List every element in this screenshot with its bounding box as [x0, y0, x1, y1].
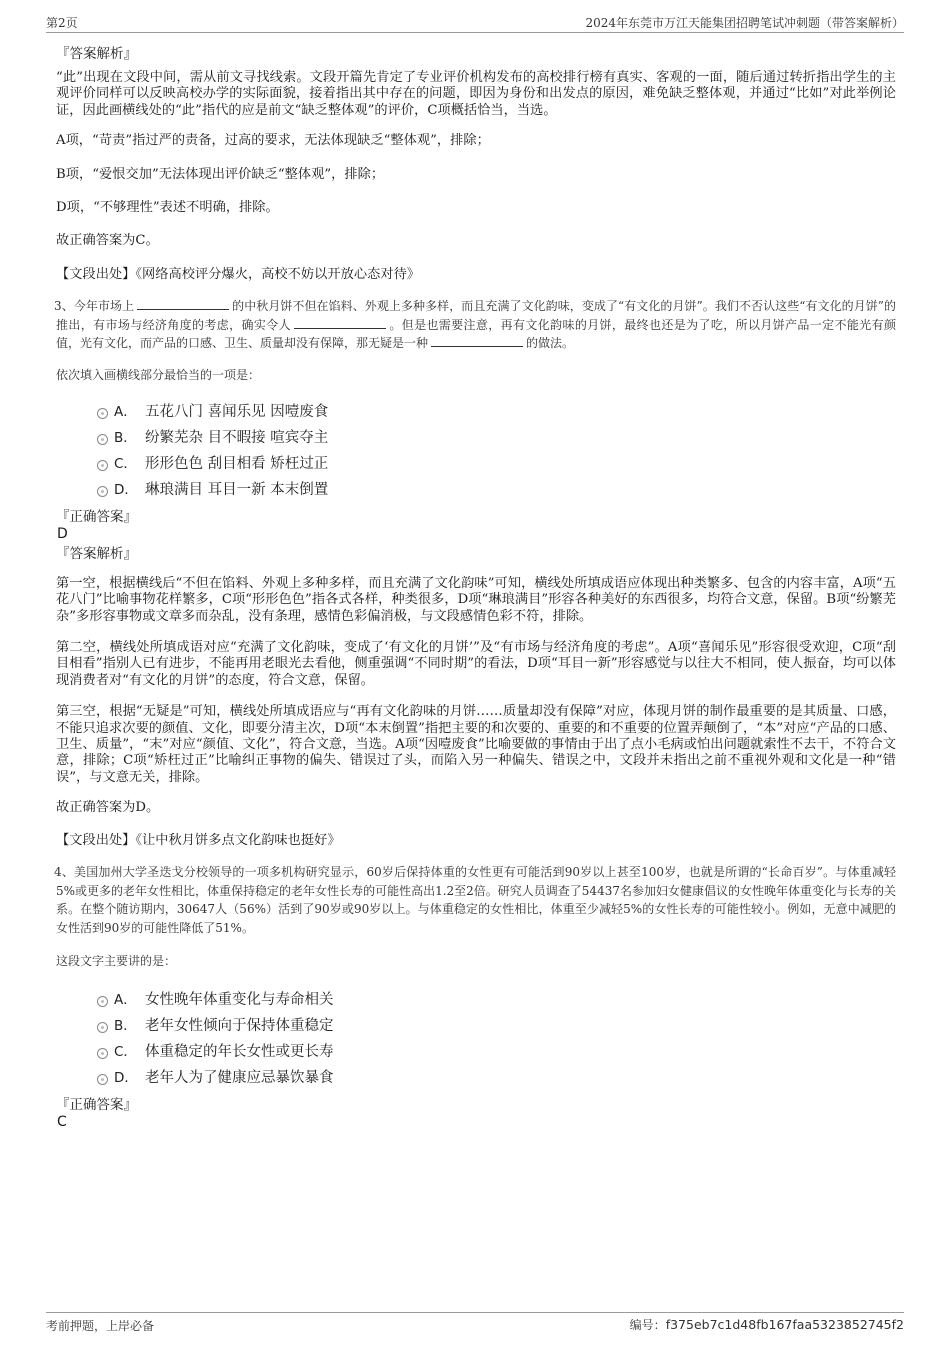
page-content — [56, 44, 896, 1131]
analysis-paragraph: 第三空，根据“无疑是”可知，横线处所填成语应与“再有文化韵味的月饼……质量却没有保障”对应，体现月饼的制作最重要的是其质量、口感，不能只追求次要的颜值、文化，即要分清主次，D项“本末倒置”指把主要的和次要的、重要的和不重要的位置弄颠倒了，“本”对应“产品的口感、卫生、质量”，“末”对应“颜值、文化”，符合文意，当选。A项“因噎废食”比喻要做的事情由于出了点小毛病或怕出问题就索性不去干，不符合文意，排除；C项“矫枉过正”比喻纠正事物的偏失、错误过了头，而陷入另一种偏失、错误之中，文段并未指出之前不重视外观和文化是一种“错误”，与文意无关，排除。 — [56, 704, 896, 785]
analysis-paragraph: 第一空，根据横线后“不但在馅料、外观上多种多样，而且充满了文化韵味”可知，横线处所填成语应体现出种类繁多、包含的内容丰富，A项“五花八门”比喻事物花样繁多，C项“形形色色”指各式各样，种类很多，D项“琳琅满目”形容各种美好的东西很多，均符合文意，保留。B项“纷繁芜杂”多形容事物或文章多而杂乱，没有条理，感情色彩偏消极，与文段感情色彩不符，排除。 — [56, 575, 896, 624]
radio-icon[interactable] — [97, 408, 108, 419]
analysis-paragraph: A项，“苛责”指过严的责备，过高的要求，无法体现缺乏“整体观”，排除； — [56, 133, 490, 149]
radio-icon[interactable] — [97, 460, 108, 471]
option-c[interactable]: C． 体重稳定的年长女性或更长寿 — [97, 1039, 896, 1065]
option-d[interactable]: D． 老年人为了健康应忌暴饮暴食 — [97, 1065, 896, 1091]
radio-icon[interactable] — [97, 1048, 108, 1059]
question-number: 4、 — [54, 865, 75, 880]
question-3-stem: 3、今年市场上 的中秋月饼不但在馅料、外观上多种多样，而且充满了文化韵味，变成了“有文化的月饼”。我们不否认这些“有文化的月饼”的推出，有市场与经济角度的考虑，确实令人 。但是也需要注意，再有文化韵味的月饼，最终也还是为了吃，所以月饼产品一定不能光有颜值，光有文化，而产品的口感、卫生、质量却没有保障，那无疑是一种 的做法。 — [54, 299, 897, 351]
analysis-paragraph: D项，“不够理性”表述不明确，排除。 — [56, 200, 279, 216]
radio-icon[interactable] — [97, 1074, 108, 1085]
source-citation: 【文段出处】《让中秋月饼多点文化韵味也挺好》 — [56, 832, 341, 848]
fill-blank — [294, 316, 386, 329]
correct-answer-label: 『正确答案』 — [56, 508, 137, 525]
document-code: 编号：f375eb7c1d48fb167faa5323852745f2 — [629, 1317, 904, 1332]
option-b[interactable]: B． 老年女性倾向于保持体重稳定 — [97, 1013, 896, 1039]
analysis-paragraph: 第二空，横线处所填成语对应“充满了文化韵味，变成了‘有文化的月饼’”及“有市场与经济角度的考虑”。A项“喜闻乐见”形容很受欢迎，C项“刮目相看”指别人已有进步，不能再用老眼光去看他，侧重强调“不同时期”的看法，D项“耳目一新”形容感觉与以往大不相同，使人振奋，均可以体现消费者对“有文化的月饼”的态度，符合文意，保留。 — [56, 639, 896, 688]
radio-icon[interactable] — [97, 996, 108, 1007]
option-a[interactable]: A． 五花八门 喜闻乐见 因噎废食 — [97, 399, 896, 425]
analysis-paragraph: B项，“爱恨交加”无法体现出评价缺乏“整体观”，排除； — [56, 166, 385, 182]
option-d[interactable]: D． 琳琅满目 耳目一新 本末倒置 — [97, 477, 896, 503]
page-number: 第2页 — [46, 16, 78, 30]
correct-answer-label: 『正确答案』 — [56, 1097, 137, 1114]
question-number: 3、 — [54, 299, 74, 314]
analysis-label: 『答案解析』 — [56, 46, 137, 62]
radio-icon[interactable] — [97, 434, 108, 445]
question-prompt: 依次填入画横线部分最恰当的一项是： — [56, 367, 261, 382]
option-b[interactable]: B． 纷繁芜杂 目不暇接 喧宾夺主 — [97, 425, 896, 451]
radio-icon[interactable] — [97, 1022, 108, 1033]
correct-answer-statement: 故正确答案为C。 — [56, 233, 159, 249]
page-header — [46, 12, 904, 33]
analysis-label: 『答案解析』 — [56, 545, 137, 562]
question-prompt: 这段文字主要讲的是： — [56, 954, 177, 969]
correct-answer: D — [57, 525, 68, 542]
question-4-stem: 4、美国加州大学圣迭戈分校领导的一项多机构研究显示，60岁后保持体重的女性更有可能活到90岁以上甚至100岁，也就是所谓的“长命百岁”。与体重减轻5%或更多的老年女性相比，体重保持稳定的老年女性长寿的可能性高出1.2至2倍。研究人员调查了54437名参加妇女健康倡议的女性晚年体重变化与长寿的关系。在整个随访期内，30647人（56%）活到了90岁或90岁以上。与体重稳定的女性相比，体重至少减轻5%的女性长寿的可能性较小。例如，无意中减肥的女性活到90岁的可能性降低了51%。 — [54, 865, 897, 935]
option-c[interactable]: C． 形形色色 刮目相看 矫枉过正 — [97, 451, 896, 477]
question-3-options — [56, 399, 896, 503]
source-citation: 【文段出处】《网络高校评分爆火，高校不妨以开放心态对待》 — [56, 266, 421, 282]
radio-icon[interactable] — [97, 486, 108, 497]
page-footer — [46, 1312, 904, 1337]
fill-blank — [431, 334, 523, 347]
option-a[interactable]: A． 女性晚年体重变化与寿命相关 — [97, 987, 896, 1013]
correct-answer: C — [57, 1114, 67, 1131]
fill-blank — [137, 297, 229, 310]
footer-slogan: 考前押题，上岸必备 — [46, 1319, 155, 1333]
analysis-paragraph: “此”出现在文段中间，需从前文寻找线索。文段开篇先肯定了专业评价机构发布的高校排行榜有真实、客观的一面，随后通过转折指出学生的主观评价同样可以反映高校办学的实际面貌，接着指出其中存在的问题，即因为身份和出发点的原因，难免缺乏整体观，并通过“比如”对此举例论证，因此画横线处的“此”指代的应是前文“缺乏整体观”的评价，C项概括恰当，当选。 — [56, 70, 896, 118]
correct-answer-statement: 故正确答案为D。 — [56, 800, 160, 816]
document-title: 2024年东莞市万江天能集团招聘笔试冲刺题（带答案解析） — [585, 16, 904, 30]
question-4-options — [56, 987, 896, 1091]
